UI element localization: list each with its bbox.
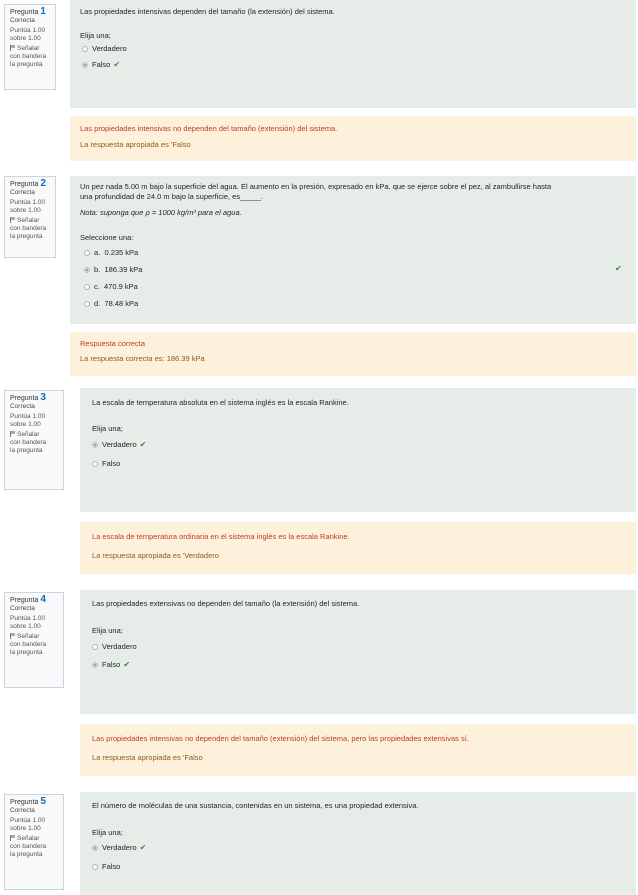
check-icon: ✔ — [139, 843, 147, 852]
question-state: Correcta — [10, 807, 35, 814]
question-number: Pregunta 1 — [10, 6, 46, 17]
radio-button[interactable] — [92, 662, 98, 668]
answer-prompt: Elija una; — [92, 424, 123, 433]
feedback-box — [80, 724, 636, 776]
question-text: Las propiedades extensivas no dependen del tamaño (la extensión) del sistema. — [92, 599, 360, 608]
flag-question-link[interactable]: Señalar con bandera la pregunta — [10, 633, 47, 656]
radio-button[interactable] — [84, 284, 90, 290]
answer-prompt: Elija una; — [80, 31, 111, 40]
radio-button[interactable] — [82, 62, 88, 68]
radio-button[interactable] — [92, 442, 98, 448]
question-text: Las propiedades intensivas dependen del tamaño (la extensión) del sistema. — [80, 7, 335, 16]
option-verdadero[interactable]: Verdadero ✔ — [92, 440, 146, 449]
question-note: Nota: suponga que ρ = 1000 kg/m³ para el agua. — [80, 208, 242, 217]
feedback-box — [70, 116, 636, 161]
check-icon: ✔ — [615, 264, 622, 273]
option-falso[interactable]: Falso — [92, 459, 120, 468]
feedback-right-answer: La respuesta apropiada es 'Verdadero — [92, 551, 219, 560]
question-state: Correcta — [10, 403, 35, 410]
option-falso[interactable]: Falso ✔ — [82, 60, 120, 69]
feedback-general: Respuesta correcta — [80, 339, 146, 348]
question-info — [4, 4, 56, 90]
question-number: Pregunta 2 — [10, 178, 46, 189]
radio-button[interactable] — [82, 46, 88, 52]
check-icon: ✔ — [139, 440, 147, 449]
feedback-box — [80, 522, 636, 574]
question-info — [4, 390, 64, 490]
option-c[interactable]: c. 470.9 kPa — [84, 282, 138, 291]
flag-icon — [10, 217, 15, 223]
flag-icon — [10, 431, 15, 437]
feedback-right-answer: La respuesta correcta es: 186.39 kPa — [80, 354, 205, 363]
question-grade: Puntúa 1.00 sobre 1.00 — [10, 615, 46, 630]
answer-prompt: Elija una; — [92, 828, 123, 837]
question-number: Pregunta 4 — [10, 594, 46, 605]
question-info — [4, 176, 56, 258]
radio-button[interactable] — [84, 301, 90, 307]
question-state: Correcta — [10, 605, 35, 612]
option-d[interactable]: d. 78.48 kPa — [84, 299, 138, 308]
question-grade: Puntúa 1.00 sobre 1.00 — [10, 413, 46, 428]
question-state: Correcta — [10, 17, 35, 24]
radio-button[interactable] — [84, 250, 90, 256]
flag-icon — [10, 633, 15, 639]
option-falso[interactable]: Falso ✔ — [92, 660, 130, 669]
flag-question-link[interactable]: Señalar con bandera la pregunta — [10, 217, 47, 240]
radio-button[interactable] — [92, 845, 98, 851]
question-grade: Puntúa 1.00 sobre 1.00 — [10, 817, 46, 832]
feedback-general: La escala de temperatura ordinaria en el sistema inglés es la escala Rankine. — [92, 532, 350, 541]
feedback-right-answer: La respuesta apropiada es 'Falso — [80, 140, 191, 149]
check-icon: ✔ — [113, 60, 121, 69]
flag-question-link[interactable]: Señalar con bandera la pregunta — [10, 45, 47, 68]
option-b[interactable]: b. 186.39 kPa — [84, 265, 142, 274]
question-info — [4, 794, 64, 890]
question-state: Correcta — [10, 189, 35, 196]
answer-prompt: Elija una; — [92, 626, 123, 635]
flag-icon — [10, 835, 15, 841]
check-icon: ✔ — [123, 660, 131, 669]
radio-button[interactable] — [92, 461, 98, 467]
radio-button[interactable] — [92, 644, 98, 650]
option-a[interactable]: a. 0.235 kPa — [84, 248, 138, 257]
radio-button[interactable] — [92, 864, 98, 870]
flag-icon — [10, 45, 15, 51]
option-verdadero[interactable]: Verdadero ✔ — [92, 843, 146, 852]
question-text: El número de moléculas de una sustancia, contenidas en un sistema, es una propiedad extensiva. — [92, 801, 419, 810]
option-falso[interactable]: Falso — [92, 862, 120, 871]
option-verdadero[interactable]: Verdadero — [92, 642, 137, 651]
question-text: Un pez nada 5.00 m bajo la superficie del agua. El aumento en la presión, expresado en kPa, que se ejerce sobre el pez, al zambullirse hasta una profundidad de 24.0 m bajo la superficie, es_____. — [80, 182, 552, 201]
feedback-general: Las propiedades intensivas no dependen del tamaño (extensión) del sistema. — [80, 124, 338, 133]
flag-question-link[interactable]: Señalar con bandera la pregunta — [10, 431, 47, 454]
option-verdadero[interactable]: Verdadero — [82, 44, 127, 53]
question-grade: Puntúa 1.00 sobre 1.00 — [10, 199, 46, 214]
question-number: Pregunta 5 — [10, 796, 46, 807]
answer-prompt: Seleccione una: — [80, 233, 134, 242]
feedback-general: Las propiedades intensivas no dependen del tamaño (extensión) del sistema, pero las propiedades extensivas sí. — [92, 734, 469, 743]
question-number: Pregunta 3 — [10, 392, 46, 403]
question-info — [4, 592, 64, 688]
question-text: La escala de temperatura absoluta en el sistema inglés es la escala Rankine. — [92, 398, 349, 407]
radio-button[interactable] — [84, 267, 90, 273]
flag-question-link[interactable]: Señalar con bandera la pregunta — [10, 835, 47, 858]
question-grade: Puntúa 1.00 sobre 1.00 — [10, 27, 46, 42]
feedback-right-answer: La respuesta apropiada es 'Falso — [92, 753, 203, 762]
